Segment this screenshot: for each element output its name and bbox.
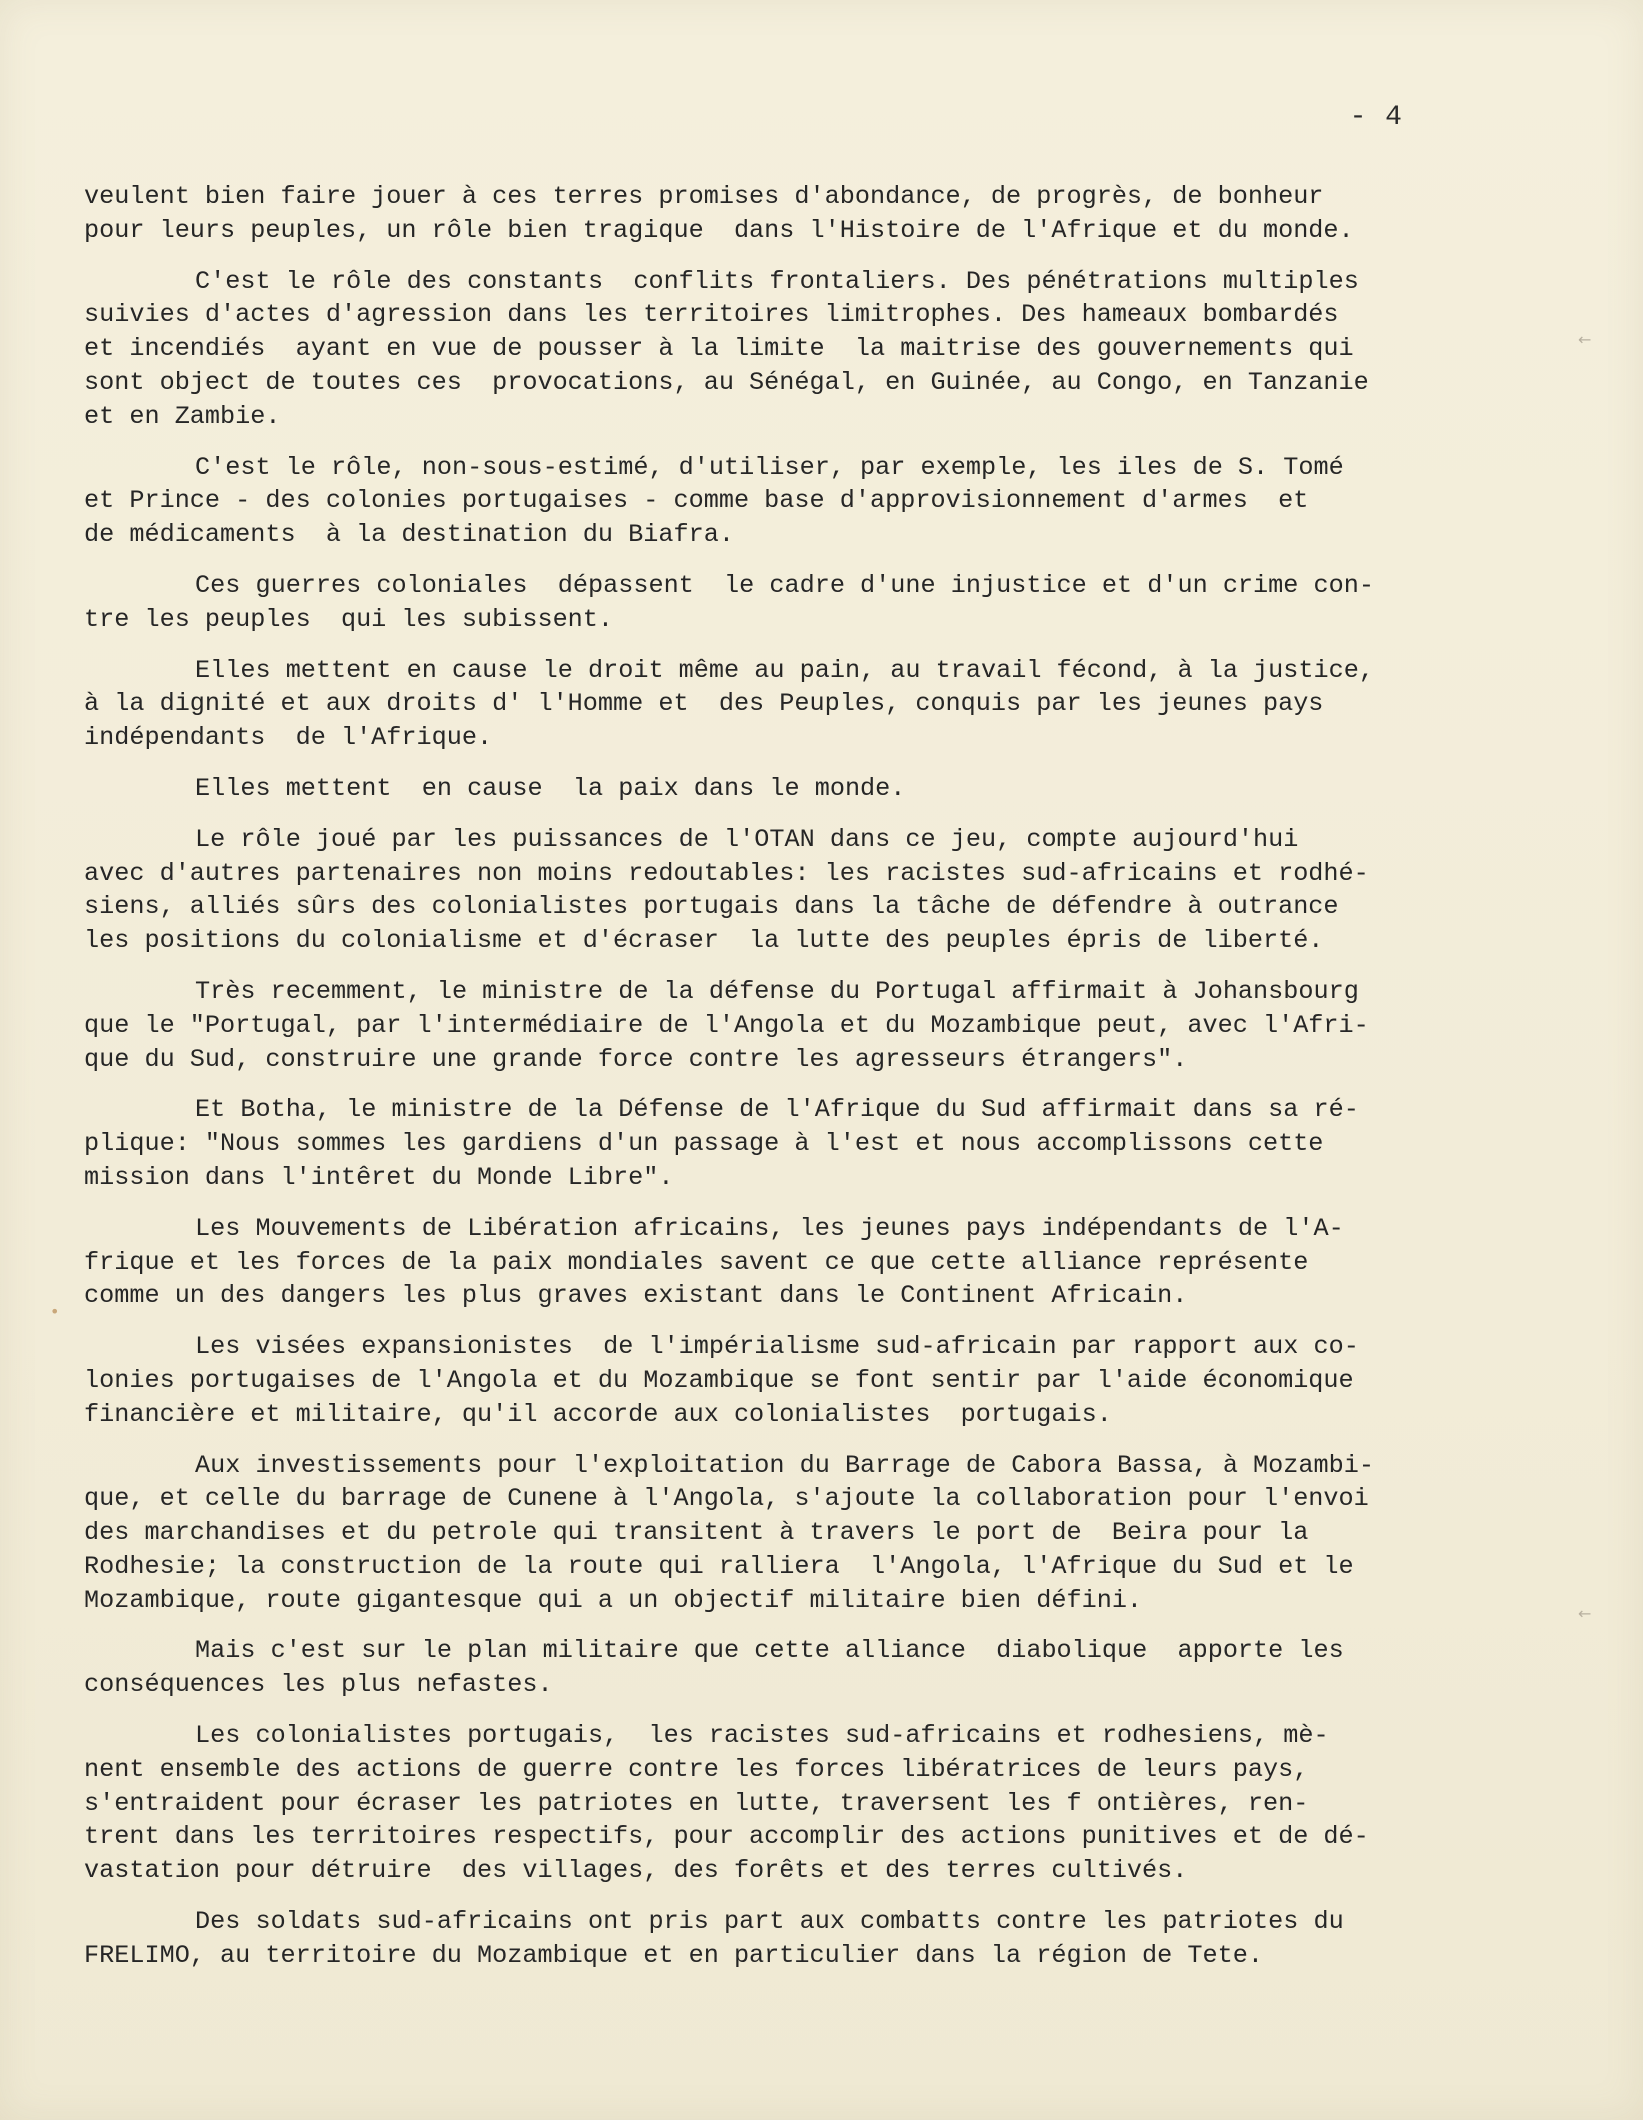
text-line: sont object de toutes ces provocations, au Sénégal, en Guinée, au Congo, en Tanzanie: [84, 367, 1369, 397]
text-line: siens, alliés sûrs des colonialistes portugais dans la tâche de défendre à outrance: [84, 892, 1339, 922]
text-line: financière et militaire, qu'il accorde aux colonialistes portugais.: [84, 1399, 1112, 1429]
text-line: à la dignité et aux droits d' l'Homme et des Peuples, conquis par les jeunes pays: [84, 689, 1324, 719]
text-line: veulent bien faire jouer à ces terres promises d'abondance, de progrès, de bonheur: [84, 182, 1324, 211]
text-line: que le "Portugal, par l'intermédiaire de l'Angola et du Mozambique peut, avec l'Afri-: [84, 1010, 1369, 1040]
text-line: plique: "Nous sommes les gardiens d'un passage à l'est et nous accomplissons cette: [84, 1129, 1324, 1159]
text-line: Très recemment, le ministre de la défense du Portugal affirmait à Johansbourg: [195, 976, 1359, 1006]
text-line: nent ensemble des actions de guerre contre les forces libératrices de leurs pays,: [84, 1754, 1309, 1784]
text-line: Rodhesie; la construction de la route qui ralliera l'Angola, l'Afrique du Sud et le: [84, 1551, 1354, 1581]
text-line: Les Mouvements de Libération africains, les jeunes pays indépendants de l'A-: [195, 1213, 1344, 1243]
text-line: Le rôle joué par les puissances de l'OTAN dans ce jeu, compte aujourd'hui: [195, 824, 1299, 854]
text-line: que du Sud, construire une grande force contre les agresseurs étrangers".: [84, 1044, 1188, 1074]
text-line: Mozambique, route gigantesque qui a un objectif militaire bien défini.: [84, 1585, 1143, 1615]
paragraph: [84, 1330, 1424, 1431]
text-line: et Prince - des colonies portugaises - comme base d'approvisionnement d'armes et: [84, 486, 1309, 516]
paragraph: [84, 975, 1424, 1076]
text-line: Ces guerres coloniales dépassent le cadre d'une injustice et d'un crime con-: [195, 570, 1374, 600]
text-line: des marchandises et du petrole qui transitent à travers le port de Beira pour la: [84, 1518, 1309, 1548]
text-line: s'entraident pour écraser les patriotes en lutte, traversent les f ontières, ren-: [84, 1788, 1309, 1818]
text-line: de médicaments à la destination du Biafra.: [84, 520, 734, 550]
text-line: C'est le rôle des constants conflits frontaliers. Des pénétrations multiples: [195, 266, 1359, 296]
text-line: vastation pour détruire des villages, des forêts et des terres cultivés.: [84, 1856, 1188, 1886]
text-line: Mais c'est sur le plan militaire que cette alliance diabolique apporte les: [195, 1636, 1344, 1666]
paragraph: [84, 1449, 1424, 1618]
text-line: suivies d'actes d'agression dans les territoires limitrophes. Des hameaux bombardés: [84, 300, 1339, 330]
text-line: indépendants de l'Afrique.: [84, 723, 493, 753]
text-line: Elles mettent en cause la paix dans le monde.: [195, 773, 906, 803]
paragraph: [84, 772, 1424, 806]
text-line: avec d'autres partenaires non moins redoutables: les racistes sud-africains et rodhé-: [84, 858, 1369, 888]
text-line: Elles mettent en cause le droit même au pain, au travail fécond, à la justice,: [195, 655, 1374, 685]
text-line: mission dans l'intêret du Monde Libre".: [84, 1162, 674, 1192]
page-number: - 4: [1349, 102, 1403, 133]
text-line: frique et les forces de la paix mondiales savent ce que cette alliance représente: [84, 1247, 1309, 1277]
paragraph: [84, 180, 1424, 248]
text-line: pour leurs peuples, un rôle bien tragique dans l'Histoire de l'Afrique et du monde.: [84, 215, 1354, 245]
margin-mark-arrow: ←: [1578, 1604, 1592, 1623]
paragraph: [84, 1719, 1424, 1888]
text-line: comme un des dangers les plus graves existant dans le Continent Africain.: [84, 1281, 1188, 1311]
text-line: Aux investissements pour l'exploitation du Barrage de Cabora Bassa, à Mozambi-: [195, 1450, 1374, 1480]
text-line: Les visées expansionistes de l'impérialisme sud-africain par rapport aux co-: [195, 1332, 1359, 1362]
text-line: tre les peuples qui les subissent.: [84, 604, 614, 634]
text-line: lonies portugaises de l'Angola et du Mozambique se font sentir par l'aide économique: [84, 1365, 1354, 1395]
text-line: et en Zambie.: [84, 401, 281, 431]
text-line: Des soldats sud-africains ont pris part aux combatts contre les patriotes du: [195, 1907, 1344, 1937]
text-line: Les colonialistes portugais, les racistes sud-africains et rodhesiens, mè-: [195, 1721, 1329, 1751]
body-text: [84, 180, 1424, 1990]
paragraph: [84, 265, 1424, 434]
paragraph: [84, 1634, 1424, 1702]
text-line: C'est le rôle, non-sous-estimé, d'utiliser, par exemple, les iles de S. Tomé: [195, 452, 1344, 482]
paragraph: [84, 1093, 1424, 1194]
text-line: les positions du colonialisme et d'écraser la lutte des peuples épris de liberté.: [84, 926, 1324, 956]
paragraph: [84, 569, 1424, 637]
text-line: FRELIMO, au territoire du Mozambique et en particulier dans la région de Tete.: [84, 1940, 1263, 1970]
text-line: Et Botha, le ministre de la Défense de l'Afrique du Sud affirmait dans sa ré-: [195, 1095, 1359, 1125]
margin-mark-dot: •: [50, 1302, 60, 1321]
text-line: et incendiés ayant en vue de pousser à la limite la maitrise des gouvernements qui: [84, 334, 1354, 364]
paragraph: [84, 823, 1424, 958]
paragraph: [84, 1905, 1424, 1973]
paragraph: [84, 654, 1424, 755]
text-line: que, et celle du barrage de Cunene à l'Angola, s'ajoute la collaboration pour l'envoi: [84, 1484, 1369, 1514]
paragraph: [84, 451, 1424, 552]
margin-mark-arrow: ←: [1578, 330, 1592, 349]
text-line: trent dans les territoires respectifs, pour accomplir des actions punitives et de dé-: [84, 1822, 1369, 1852]
text-line: conséquences les plus nefastes.: [84, 1670, 553, 1700]
paragraph: [84, 1212, 1424, 1313]
